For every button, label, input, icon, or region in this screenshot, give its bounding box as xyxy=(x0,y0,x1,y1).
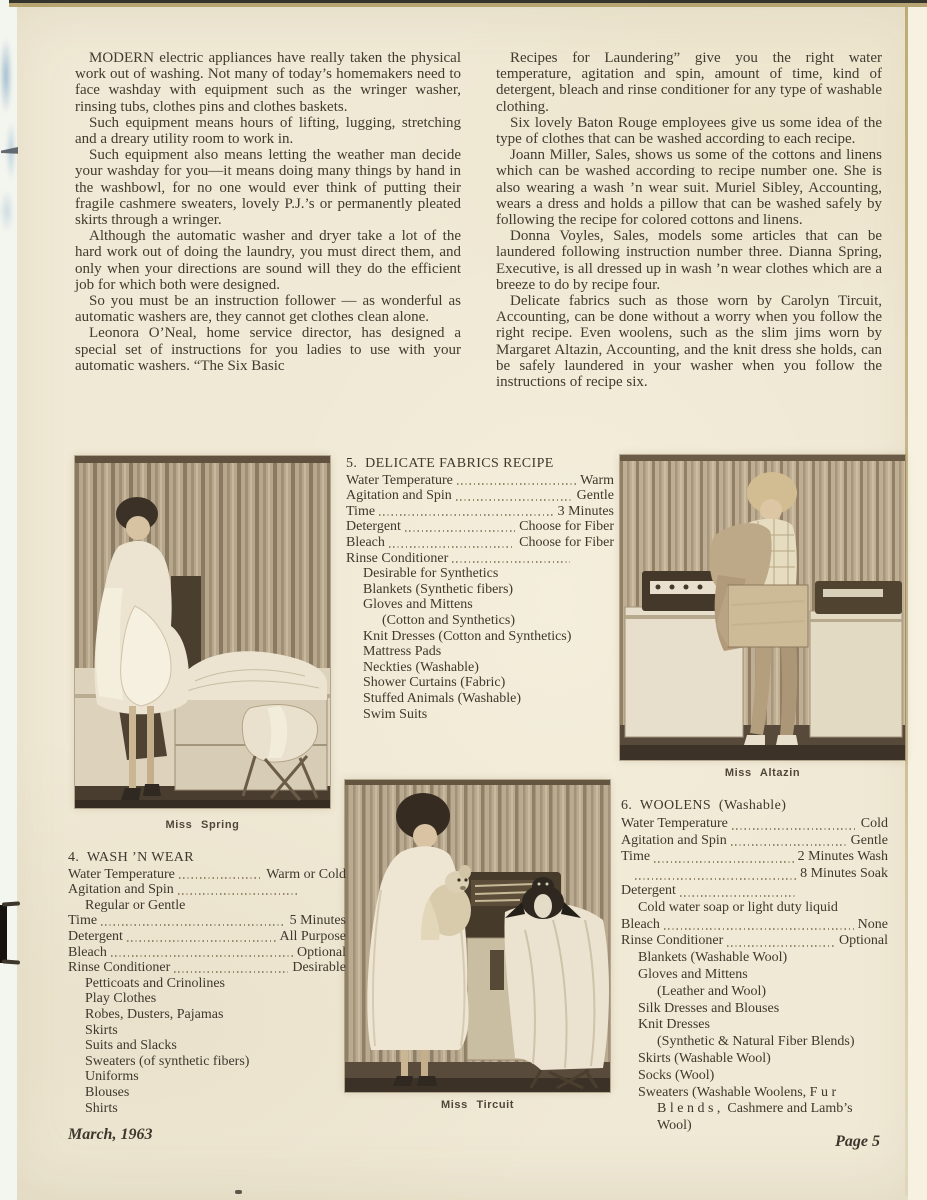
dotted-leader xyxy=(405,530,515,532)
recipe-woolens xyxy=(621,798,888,1135)
recipe-line xyxy=(621,1051,888,1068)
recipe-line xyxy=(68,882,346,898)
recipe-line-label: Robes, Dusters, Pajamas xyxy=(85,1006,224,1022)
paragraph: Delicate fabrics such as those worn by Carolyn Tircuit, Accounting, can be done without a worry when you follow the right recipe. Even woolens, such as the slim jims worn by Margaret Altazin, Accounting, and the knit dress she holds, can be safely laundered in your washer when you follow the instructions of recipe six. xyxy=(496,293,882,391)
recipe-line-value: Choose for Fiber xyxy=(519,534,614,550)
recipe-line-label: Detergent xyxy=(68,928,123,944)
recipe-line xyxy=(346,707,614,723)
footer-issue-date: March, 1963 xyxy=(68,1126,153,1143)
recipe-line-label: Rinse Conditioner xyxy=(68,960,171,976)
recipe-line-label: Time xyxy=(621,849,651,865)
photo-caption-miss-tircuit: Miss Tircuit xyxy=(440,1099,515,1111)
recipe-line-label: Detergent xyxy=(346,519,401,535)
recipe-lines xyxy=(68,867,346,1117)
recipe-line-label: Cold water soap or light duty liquid xyxy=(638,899,838,915)
recipe-line-label: Skirts (Washable Wool) xyxy=(638,1050,771,1066)
recipe-line xyxy=(68,1069,346,1085)
scan-edge-top-tan xyxy=(9,3,927,7)
recipe-line xyxy=(68,867,346,883)
recipe-line-label: Gloves and Mittens xyxy=(363,597,473,613)
recipe-lines xyxy=(346,473,614,723)
recipe-line-label: Socks (Wool) xyxy=(638,1067,715,1083)
recipe-line-value: Warm xyxy=(580,472,614,488)
recipe-line xyxy=(68,1101,346,1117)
recipe-line-label: Silk Dresses and Blouses xyxy=(638,1000,780,1016)
paragraph: Such equipment means hours of lifting, lugging, stretching and a dreary utility room to work in. xyxy=(75,114,461,148)
recipe-line xyxy=(346,629,614,645)
dotted-leader xyxy=(457,483,576,485)
recipe-line-label: Water Temperature xyxy=(621,815,728,831)
recipe-line xyxy=(346,566,614,582)
recipe-line-label: Desirable for Synthetics xyxy=(363,566,499,582)
recipe-line-label: Sweaters (of synthetic fibers) xyxy=(85,1053,250,1069)
recipe-line xyxy=(346,519,614,535)
recipe-line xyxy=(346,473,614,489)
recipe-line xyxy=(68,976,346,992)
recipe-line xyxy=(68,1054,346,1070)
recipe-line-label: Time xyxy=(68,913,98,929)
recipe-line xyxy=(621,1101,888,1118)
recipe-line-label: Swim Suits xyxy=(363,706,428,722)
recipe-lines xyxy=(621,816,888,1135)
dotted-leader xyxy=(664,928,854,930)
recipe-line-label: Neckties (Washable) xyxy=(363,659,479,675)
recipe-line xyxy=(621,933,888,950)
miss-altazin-photo-illustration xyxy=(620,455,905,760)
recipe-line-label: Bleach xyxy=(68,944,107,960)
dotted-leader xyxy=(456,499,573,501)
dotted-leader xyxy=(389,546,515,548)
recipe-line xyxy=(346,535,614,551)
recipe-line xyxy=(68,991,346,1007)
paragraph: So you must be an instruction follower — as wonderful as automatic washers are, they cannot get clothes clean alone. xyxy=(75,293,461,326)
recipe-line-label: Blouses xyxy=(85,1084,130,1100)
recipe-line xyxy=(621,1068,888,1085)
recipe-line-label: Blankets (Washable Wool) xyxy=(638,950,788,966)
photo-miss-spring xyxy=(75,456,330,808)
paragraph: Joann Miller, Sales, shows us some of the cottons and linens which can be washed according to recipe number one. She is also wearing a wash ’n wear suit. Muriel Sibley, Accounting, wears a dress and holds a pillow that can be washed safely by following the recipe for colored cottons and linens. xyxy=(496,147,882,229)
scan-speck xyxy=(235,1190,242,1194)
recipe-line-label: Sweaters (Washable Woolens, F u r xyxy=(638,1084,837,1100)
recipe-title: 6. WOOLENS (Washable) xyxy=(621,798,787,813)
recipe-line xyxy=(68,960,346,976)
dotted-leader xyxy=(654,861,794,863)
paragraph: MODERN electric appliances have really taken the physical work out of washing. Not many of today’s homemakers need to face washday with equipment such as the wringer washer, rinsing tubs, clothes pins and clothes baskets. xyxy=(75,50,461,115)
photo-miss-tircuit xyxy=(345,780,610,1092)
recipe-line-label: Agitation and Spin xyxy=(68,882,174,898)
paragraph: Although the automatic washer and dryer take a lot of the hard work out of doing the laundry, you must direct them, and only when your directions are sound will they do the efficient job for which both were designed. xyxy=(75,228,461,293)
recipe-line-label: Knit Dresses xyxy=(638,1017,710,1033)
recipe-line xyxy=(621,816,888,833)
footer-page-number: Page 5 xyxy=(835,1133,880,1150)
recipe-line-label: Wool) xyxy=(657,1118,692,1134)
recipe-line-value: 5 Minutes xyxy=(289,913,346,929)
recipe-line xyxy=(621,1001,888,1018)
recipe-line-label: Gloves and Mittens xyxy=(638,966,748,982)
paragraph: Leonora O’Neal, home service director, has designed a special set of instructions for you ladies to use with your automatic washers. “The Six Basic xyxy=(75,325,461,374)
recipe-line xyxy=(621,866,888,883)
recipe-line-label: Shower Curtains (Fabric) xyxy=(363,675,506,691)
binding-staple-tick xyxy=(2,901,20,906)
recipe-line-label: Rinse Conditioner xyxy=(346,550,449,566)
recipe-line-value: Gentle xyxy=(850,832,888,848)
recipe-line xyxy=(68,1023,346,1039)
recipe-line-value: 8 Minutes Soak xyxy=(800,866,888,882)
recipe-line xyxy=(346,675,614,691)
recipe-line-label: Water Temperature xyxy=(68,866,175,882)
recipe-line-value: 2 Minutes Wash xyxy=(797,849,888,865)
recipe-line-label: Bleach xyxy=(346,534,385,550)
dotted-leader xyxy=(452,561,570,563)
paragraph: Such equipment also means letting the weather man decide your washday for you—it means doing many things by hand in the washbowl, for no one would ever think of putting their fragile cashmere sweaters, lovely P.J.’s or permanently pleated skirts through a wringer. xyxy=(75,147,461,229)
scan-page-fold-line xyxy=(905,6,908,1196)
dotted-leader xyxy=(732,828,857,830)
miss-spring-photo-illustration xyxy=(75,456,330,808)
recipe-line-label: Regular or Gentle xyxy=(85,897,186,913)
recipe-line xyxy=(346,504,614,520)
dotted-leader xyxy=(127,940,276,942)
paragraph: Donna Voyles, Sales, models some articles that can be laundered following instruction number three. Dianna Spring, Executive, is all dressed up in wash ’n wear clothes which are a breeze to do by recipe four. xyxy=(496,228,882,293)
recipe-line-value: Cold xyxy=(860,815,888,831)
recipe-line-label: Agitation and Spin xyxy=(346,488,452,504)
recipe-line xyxy=(621,950,888,967)
recipe-line xyxy=(68,1085,346,1101)
recipe-line-label: (Cotton and Synthetics) xyxy=(382,612,515,628)
recipe-line xyxy=(621,967,888,984)
recipe-line-label: B l e n d s , Cashmere and Lamb’s xyxy=(657,1101,853,1117)
paragraph: Six lovely Baton Rouge employees give us some idea of the type of clothes that can be washed according to each recipe. xyxy=(496,114,882,148)
recipe-line xyxy=(621,900,888,917)
dotted-leader xyxy=(179,877,262,879)
recipe-line-label: Petticoats and Crinolines xyxy=(85,975,225,991)
recipe-line xyxy=(346,644,614,660)
recipe-line-label: Rinse Conditioner xyxy=(621,933,724,949)
recipe-line xyxy=(346,691,614,707)
recipe-line-label: Stuffed Animals (Washable) xyxy=(363,690,522,706)
recipe-line-value: Gentle xyxy=(576,488,614,504)
recipe-delicate-fabrics xyxy=(346,456,614,722)
scan-edge-right xyxy=(908,7,927,1200)
recipe-line-label: Knit Dresses (Cotton and Synthetics) xyxy=(363,628,572,644)
dotted-leader xyxy=(178,893,300,895)
recipe-line xyxy=(621,917,888,934)
recipe-line-label: Bleach xyxy=(621,916,660,932)
recipe-line xyxy=(621,1034,888,1051)
recipe-line xyxy=(68,898,346,914)
miss-tircuit-photo-illustration xyxy=(345,780,610,1092)
recipe-line xyxy=(346,551,614,567)
photo-caption-miss-altazin: Miss Altazin xyxy=(724,767,801,779)
paragraph: Recipes for Laundering” give you the right water temperature, agitation and spin, amount of time, kind of detergent, bleach and rinse conditioner for any type of washable clothing. xyxy=(496,50,882,115)
recipe-line xyxy=(68,1007,346,1023)
recipe-line-label: Time xyxy=(346,503,376,519)
recipe-line-value: Desirable xyxy=(292,960,346,976)
dotted-leader xyxy=(727,945,835,947)
recipe-line-label: Uniforms xyxy=(85,1069,139,1085)
recipe-title: 5. DELICATE FABRICS RECIPE xyxy=(346,456,554,471)
recipe-line-label: Agitation and Spin xyxy=(621,832,727,848)
recipe-line-label: Play Clothes xyxy=(85,991,157,1007)
recipe-line xyxy=(621,1085,888,1102)
recipe-line-value: All Purpose xyxy=(279,928,346,944)
scan-blue-smudge xyxy=(0,22,17,237)
recipe-line xyxy=(346,613,614,629)
recipe-line-label: Suits and Slacks xyxy=(85,1038,177,1054)
recipe-line xyxy=(68,945,346,961)
recipe-line-label: Blankets (Synthetic fibers) xyxy=(363,581,514,597)
recipe-wash-n-wear xyxy=(68,850,346,1116)
photo-miss-altazin xyxy=(620,455,905,760)
recipe-line xyxy=(346,582,614,598)
recipe-line-value: Warm or Cold xyxy=(266,866,346,882)
recipe-line-label: (Synthetic & Natural Fiber Blends) xyxy=(657,1034,855,1050)
recipe-line xyxy=(621,883,888,900)
recipe-line xyxy=(621,1017,888,1034)
recipe-line xyxy=(346,488,614,504)
recipe-line-label: Mattress Pads xyxy=(363,644,442,660)
article-column-right xyxy=(496,50,882,390)
dotted-leader xyxy=(731,844,847,846)
dotted-leader xyxy=(111,955,293,957)
recipe-line-value: Optional xyxy=(839,933,888,949)
recipe-line-label: Detergent xyxy=(621,882,676,898)
recipe-line-value: Optional xyxy=(297,944,346,960)
dotted-leader xyxy=(379,514,554,516)
article-column-left xyxy=(75,50,461,374)
recipe-title: 4. WASH ’N WEAR xyxy=(68,850,195,865)
recipe-line xyxy=(68,913,346,929)
recipe-line-label: (Leather and Wool) xyxy=(657,983,767,999)
recipe-line-label: Water Temperature xyxy=(346,472,453,488)
recipe-line-value: Choose for Fiber xyxy=(519,519,614,535)
dotted-leader xyxy=(680,895,797,897)
recipe-line-label: Shirts xyxy=(85,1100,118,1116)
recipe-line xyxy=(68,1038,346,1054)
recipe-line-value: None xyxy=(857,916,888,932)
binding-staple-mark xyxy=(0,905,7,963)
recipe-line xyxy=(621,984,888,1001)
recipe-line xyxy=(346,597,614,613)
recipe-line xyxy=(621,849,888,866)
recipe-line-value: 3 Minutes xyxy=(557,503,614,519)
recipe-line-label: Skirts xyxy=(85,1022,118,1038)
recipe-line xyxy=(346,660,614,676)
photo-caption-miss-spring: Miss Spring xyxy=(165,819,240,831)
dotted-leader xyxy=(635,878,796,880)
recipe-line xyxy=(621,833,888,850)
dotted-leader xyxy=(174,971,288,973)
dotted-leader xyxy=(101,924,286,926)
recipe-line xyxy=(68,929,346,945)
